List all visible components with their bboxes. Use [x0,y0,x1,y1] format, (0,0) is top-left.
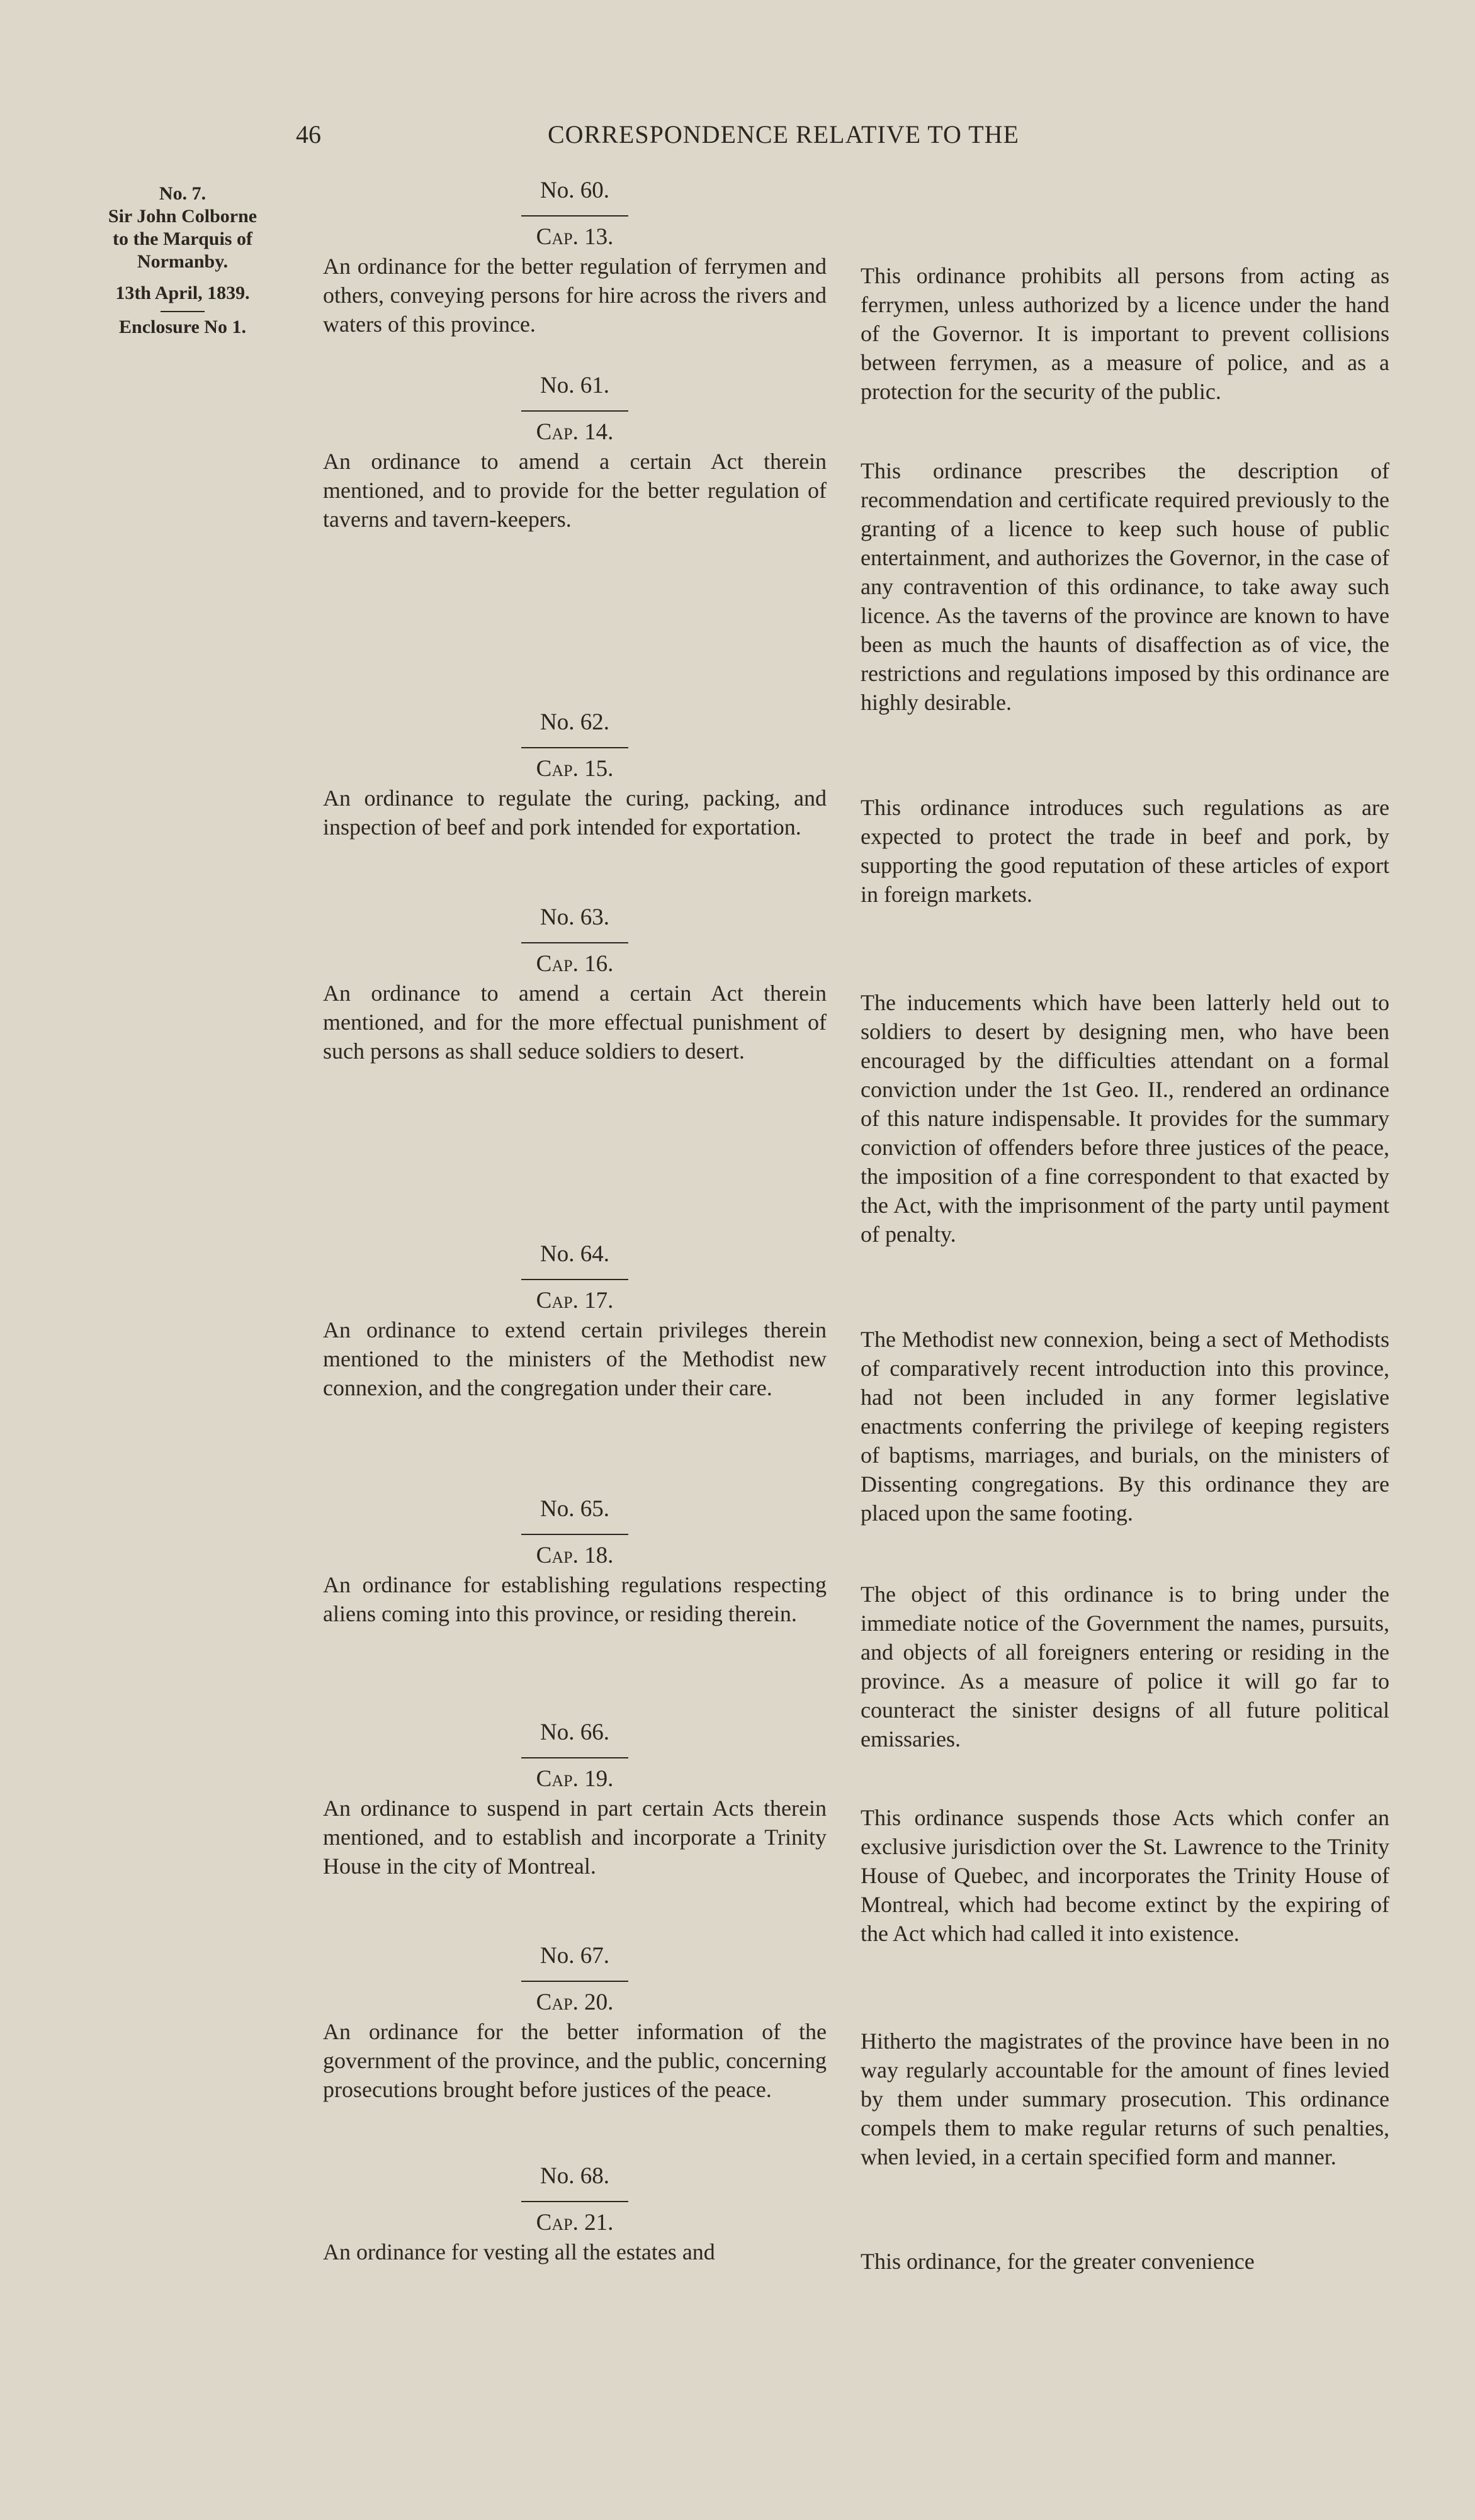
entry-heading [323,2162,827,2266]
heading-rule [521,1757,628,1758]
margin-note-number: No. 7. [159,183,206,204]
margin-note-date: 13th April, 1839. [115,283,250,303]
entry-chapter: Cap. 20. [536,1989,614,2015]
heading-rule [521,2201,628,2202]
margin-note-sender: Sir John Colborne [108,206,257,227]
entry-title: An ordinance for the better regulation of ferrymen and others, conveying persons for hire across the rivers and waters of this province. [323,254,827,337]
entry-note: This ordinance prohibits all persons from acting as ferrymen, unless authorized by a licence under the hand of the Governor. It is important to prevent collisions between ferrymen, as a measure of police, and as a protection for the security of the public. [861,263,1389,404]
entry-note: This ordinance introduces such regulations as are expected to protect the trade in beef and pork, by supporting the good reputation of these articles of export in foreign markets. [861,795,1389,907]
entry-title: An ordinance to suspend in part certain Acts therein mentioned, and to establish and incorporate a Trinity House in the city of Montreal. [323,1796,827,1879]
page-number: 46 [296,120,321,149]
entry-number: No. 65. [540,1496,609,1522]
entry-heading [323,903,827,1066]
margin-note-recipient: to the Marquis of [113,228,252,249]
margin-note-recipient-name: Normanby. [137,251,229,272]
entry-note: The inducements which have been latterly held out to soldiers to desert by designing men, who have been encouraged by the difficulties attendant on a formal conviction under the 1st Geo. II., rendered an ordinance of this nature indispensable. It provides for the summary conviction of offenders before three justices of the peace, the imposition of a fine correspondent to that exacted by the Act, with the imprisonment of the party until payment of penalty. [861,990,1389,1247]
entry-number: No. 62. [540,709,609,735]
entry-number: No. 64. [540,1241,609,1267]
entry-heading [323,1718,827,1881]
entry-note: This ordinance, for the greater convenience [861,2249,1255,2274]
entry-title: An ordinance to amend a certain Act therein mentioned, and to provide for the better regulation of taverns and tavern-keepers. [323,449,827,532]
entry-number: No. 67. [540,1943,609,1969]
heading-rule [521,747,628,748]
heading-rule [521,1534,628,1535]
entry-title: An ordinance for vesting all the estates and [323,2239,715,2264]
entry-heading [323,1942,827,2104]
running-head: CORRESPONDENCE RELATIVE TO THE [548,120,1019,149]
entry-note: The object of this ordinance is to bring under the immediate notice of the Government the names, pursuits, and objects of all foreigners entering or residing in the province. As a measure of police it will go far to counteract the sinister designs of all future political emissaries. [861,1582,1389,1752]
heading-rule [521,1981,628,1982]
entry-chapter: Cap. 13. [536,224,614,250]
entry-heading [323,371,827,534]
entry-number: No. 66. [540,1719,609,1745]
entry-chapter: Cap. 21. [536,2210,614,2236]
entry-heading [323,1240,827,1402]
entry-chapter: Cap. 19. [536,1766,614,1792]
page-header [0,120,1475,151]
margin-note-rule [161,311,205,312]
margin-note [76,183,290,339]
entry-title: An ordinance to amend a certain Act therein mentioned, and for the more effectual punishment of such persons as shall seduce soldiers to desert. [323,981,827,1064]
entry-title: An ordinance for establishing regulations respecting aliens coming into this province, or residing therein. [323,1572,827,1626]
entry-number: No. 60. [540,177,609,203]
entry-number: No. 63. [540,904,609,930]
entry-title: An ordinance to extend certain privileges therein mentioned to the ministers of the Methodist new connexion, and the congregation under their care. [323,1317,827,1400]
heading-rule [521,215,628,217]
entry-chapter: Cap. 15. [536,756,614,782]
entry-note: This ordinance prescribes the description of recommendation and certificate required previously to the granting of a licence to keep such house of public entertainment, and authorizes the Governor, in the case of any contravention of this ordinance, to take away such licence. As the taverns of the province are known to have been as much the haunts of disaffection as of vice, the restrictions and regulations imposed by this ordinance are highly desirable. [861,458,1389,715]
entry-title: An ordinance for the better information of the government of the province, and the public, concerning prosecutions brought before justices of the peace. [323,2019,827,2102]
entry-chapter: Cap. 16. [536,951,614,977]
entry-note: The Methodist new connexion, being a sect of Methodists of comparatively recent introduction into this province, had not been included in any former legislative enactments conferring the privilege of keeping registers of baptisms, marriages, and burials, on the ministers of Dissenting congregations. By this ordinance they are placed upon the same footing. [861,1327,1389,1526]
heading-rule [521,942,628,943]
entry-chapter: Cap. 17. [536,1288,614,1313]
heading-rule [521,410,628,412]
entry-note: This ordinance suspends those Acts which confer an exclusive jurisdiction over the St. Lawrence to the Trinity House of Quebec, and incorporates the Trinity House of Montreal, which had become extinct by the expiring of the Act which had called it into existence. [861,1805,1389,1946]
entry-heading [323,176,827,339]
entry-number: No. 61. [540,373,609,398]
entry-chapter: Cap. 18. [536,1543,614,1568]
entry-heading [323,1495,827,1628]
margin-note-enclosure: Enclosure No 1. [119,317,246,337]
heading-rule [521,1279,628,1280]
entry-title: An ordinance to regulate the curing, packing, and inspection of beef and pork intended for exportation. [323,785,827,840]
entry-chapter: Cap. 14. [536,419,614,445]
entry-heading [323,708,827,841]
entry-note: Hitherto the magistrates of the province have been in no way regularly accountable for the amount of fines levied by them under summary prosecution. This ordinance compels them to make regular returns of such penalties, when levied, in a certain specified form and manner. [861,2028,1389,2169]
entry-number: No. 68. [540,2163,609,2189]
